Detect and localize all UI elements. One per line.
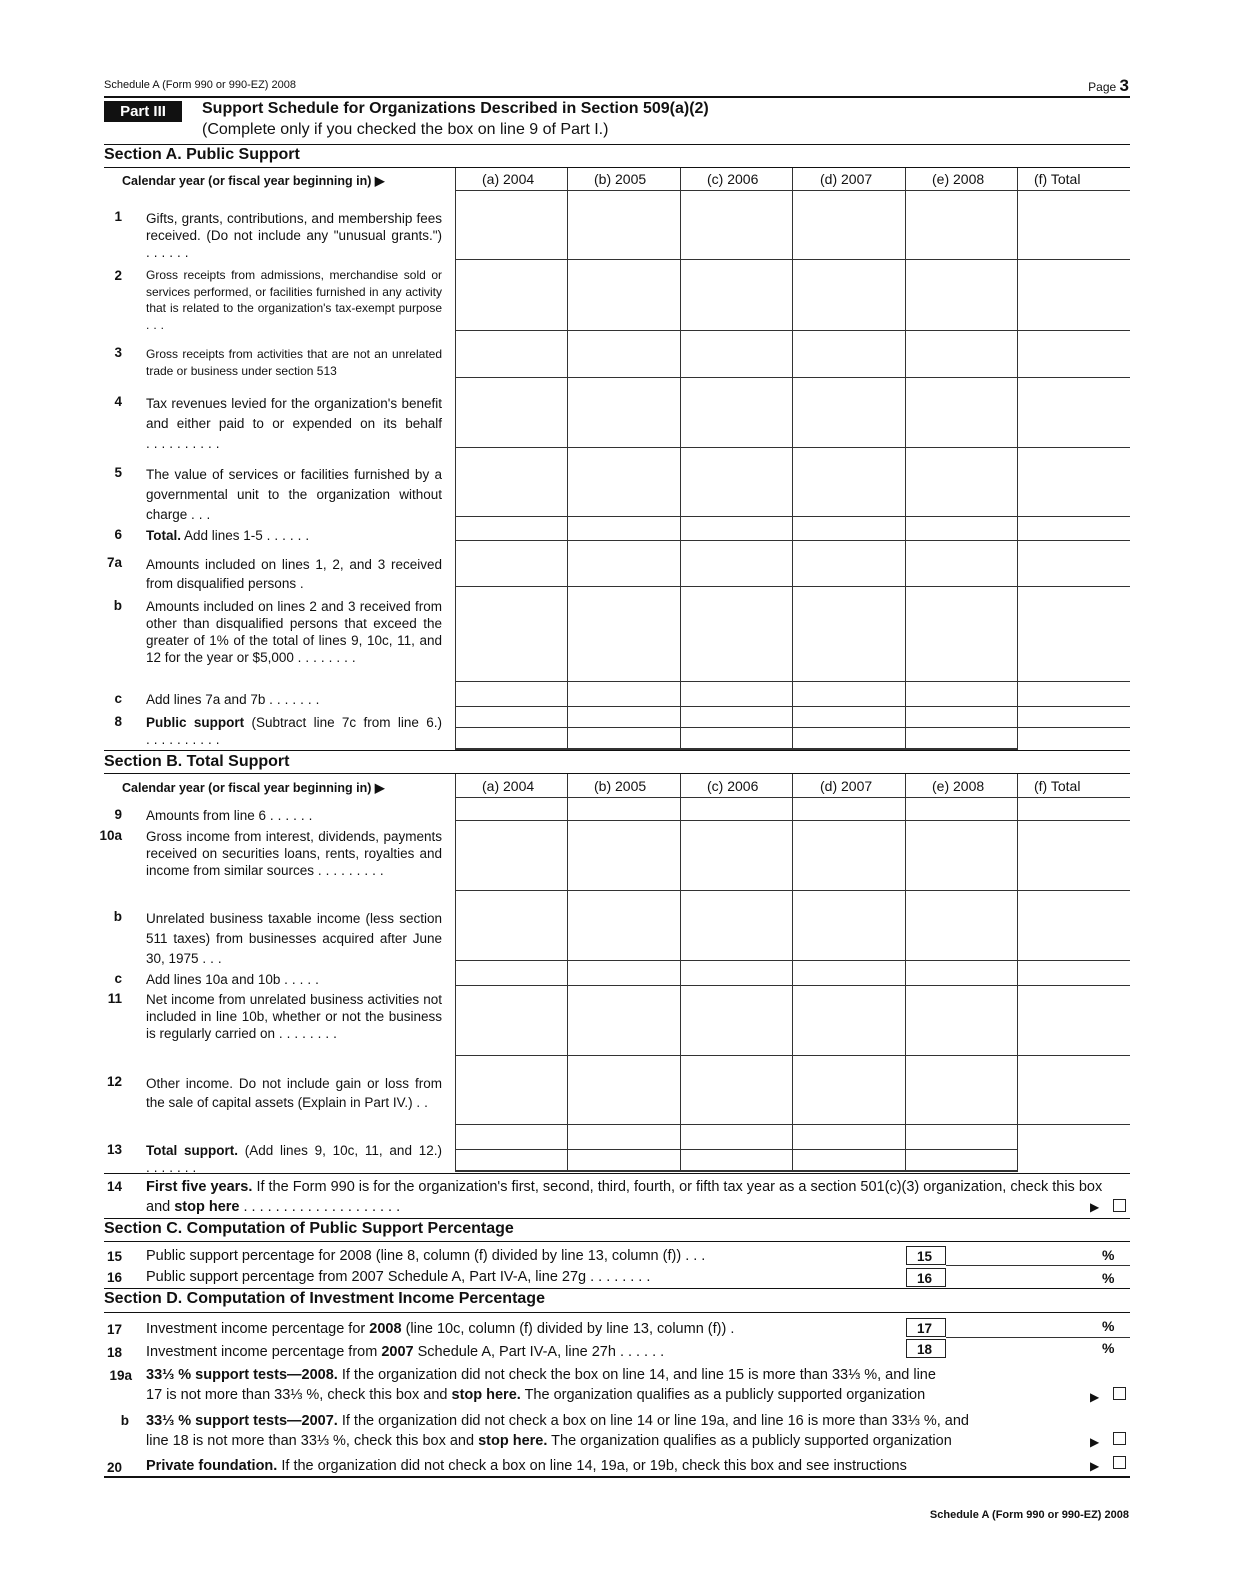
rule — [104, 750, 1130, 751]
grid-line — [905, 774, 906, 1172]
col-a-header-b: (a) 2004 — [482, 778, 535, 794]
line-17-label: (line 10c, column (f) divided by line 13, column (f)) — [405, 1321, 727, 1337]
rule — [456, 727, 1130, 728]
line-2-num: 2 — [114, 268, 122, 283]
line-10a-num: 10a — [99, 828, 122, 843]
col-f-header: (f) Total — [1034, 171, 1081, 187]
arrow-icon: ▶ — [1090, 1200, 1100, 1214]
leader-dots: ...... — [269, 808, 317, 823]
line-8-label: (Subtract line 7c from line 6.) — [251, 715, 442, 730]
section-a-title: Section A. Public Support — [104, 146, 300, 163]
rule — [456, 820, 1130, 821]
line-7b-label: Amounts included on lines 2 and 3 received from other than disqualified persons that exceed the greater of 1% of the total of lines 9, 10c, 11, and 12 for the year or $5,000 — [146, 599, 442, 665]
leader-dots: ...... — [619, 1344, 669, 1360]
line-15-input[interactable] — [946, 1246, 1096, 1265]
line-9-text — [146, 807, 442, 824]
col-a-header: (a) 2004 — [482, 171, 535, 187]
leader-dots: ... — [685, 1248, 710, 1264]
part-label: Part III — [104, 101, 182, 122]
line-19b-checkbox[interactable] — [1113, 1432, 1126, 1445]
line-17-pct: % — [1102, 1318, 1115, 1334]
line-20-checkbox[interactable] — [1113, 1456, 1126, 1469]
leader-dots: ....... — [146, 1160, 201, 1175]
section-d-title: Section D. Computation of Investment Income Percentage — [104, 1290, 545, 1307]
leader-dots: ......... — [317, 863, 388, 878]
arrow-icon: ▶ — [1090, 1390, 1100, 1404]
line-10a-label: Gross income from interest, dividends, payments received on securities loans, rents, royalties and income from similar sources — [146, 829, 442, 878]
line-1-text — [146, 210, 442, 261]
calendar-year-label-b: Calendar year (or fiscal year beginning in) ▶ — [122, 781, 385, 795]
leader-dots: ... — [191, 507, 215, 522]
rule — [946, 1265, 1130, 1266]
rule — [104, 1218, 1130, 1219]
line-2-label: Gross receipts from admissions, merchandise sold or services performed, or facilities furnished in any activity that is related to the organization's tax-exempt purpose — [146, 268, 442, 315]
col-e-header: (e) 2008 — [932, 171, 985, 187]
grid-line — [792, 168, 793, 750]
line-7b-text — [146, 598, 442, 666]
line-8-num: 8 — [114, 714, 122, 729]
line-14-stop: stop here — [174, 1199, 240, 1215]
line-6-num: 6 — [114, 527, 122, 542]
leader-dots: .. — [416, 1095, 432, 1110]
line-6-text — [146, 527, 442, 544]
leader-dots: ... — [202, 951, 226, 966]
line-7a-label: Amounts included on lines 1, 2, and 3 received from disqualified persons — [146, 557, 442, 591]
line-16-text — [146, 1267, 654, 1287]
line-3-text: Gross receipts from activities that are not an unrelated trade or business under section 513 — [146, 347, 442, 378]
rule — [456, 516, 1130, 517]
line-9-num: 9 — [114, 807, 122, 822]
form-name: Schedule A (Form 990 or 990-EZ) 2008 — [104, 79, 296, 91]
grid-line — [680, 168, 681, 750]
rule — [104, 1288, 1130, 1289]
line-19b-text — [146, 1411, 1106, 1451]
line-19b-num: b — [120, 1413, 129, 1428]
leader-dots: ...... — [146, 245, 193, 260]
page-num-value: 3 — [1119, 76, 1129, 95]
line-15-pct: % — [1102, 1247, 1115, 1263]
line-11-text — [146, 991, 442, 1042]
line-1-label: Gifts, grants, contributions, and membership fees received. (Do not include any "unusual grants.") — [146, 211, 442, 243]
page-number — [1088, 76, 1129, 96]
line-2-text — [146, 267, 442, 333]
line-19a-checkbox[interactable] — [1113, 1387, 1126, 1400]
col-d-header-b: (d) 2007 — [820, 778, 873, 794]
leader-dots: .......... — [146, 436, 224, 451]
arrow-icon: ▶ — [1090, 1435, 1100, 1449]
grid-line — [567, 168, 568, 750]
line-7a-num: 7a — [106, 555, 122, 570]
grid-line — [455, 774, 456, 1172]
leader-dots: . — [730, 1321, 739, 1337]
line-11-label: Net income from unrelated business activities not included in line 10b, whether or not the business is regularly carried on — [146, 992, 442, 1041]
rule — [104, 1312, 1130, 1313]
rule — [104, 167, 1130, 168]
line-19b-row1 — [146, 1411, 1106, 1431]
line-19b-stop: stop here. — [478, 1433, 548, 1449]
line-3-num: 3 — [114, 345, 122, 360]
leader-dots: ..... — [284, 972, 323, 987]
leader-dots: ...... — [266, 528, 314, 543]
leader-dots: ... — [146, 317, 169, 332]
rule — [456, 330, 1130, 331]
line-11-num: 11 — [107, 991, 122, 1006]
line-8-bold: Public support — [146, 715, 245, 730]
rule — [456, 1170, 1017, 1172]
line-4-label: Tax revenues levied for the organization's benefit and either paid to or expended on its behalf — [146, 396, 442, 431]
line-16-num: 16 — [106, 1270, 122, 1285]
line-7b-num: b — [113, 598, 122, 613]
line-17-pre: Investment income percentage for — [146, 1321, 366, 1337]
line-15-text — [146, 1246, 709, 1266]
rule — [456, 890, 1130, 891]
line-19a-text2a: 17 is not more than 33⅓ %, check this box and — [146, 1387, 448, 1403]
grid-line — [905, 168, 906, 750]
line-20-num: 20 — [106, 1460, 122, 1475]
line-18-year: 2007 — [381, 1344, 414, 1360]
line-18-pct: % — [1102, 1340, 1115, 1356]
line-14-text — [146, 1177, 1106, 1217]
rule — [456, 960, 1130, 961]
line-16-pct: % — [1102, 1270, 1115, 1286]
col-b-header-b: (b) 2005 — [594, 778, 647, 794]
grid-line — [455, 168, 456, 750]
line-19b-text2a: line 18 is not more than 33⅓ %, check this box and — [146, 1433, 475, 1449]
line-13-num: 13 — [106, 1142, 122, 1157]
rule — [456, 1124, 1130, 1125]
leader-dots: ........ — [590, 1269, 655, 1285]
rule — [456, 447, 1130, 448]
line-15-label: Public support percentage for 2008 (line 8, column (f) divided by line 13, column (f)) — [146, 1248, 682, 1264]
line-7c-text — [146, 691, 442, 708]
grid-line — [1017, 774, 1018, 1172]
col-f-header-b: (f) Total — [1034, 778, 1081, 794]
line-8-text — [146, 714, 442, 748]
line-18-input[interactable] — [946, 1339, 1096, 1358]
line-16-label: Public support percentage from 2007 Schedule A, Part IV-A, line 27g — [146, 1269, 587, 1285]
footer: Schedule A (Form 990 or 990-EZ) 2008 — [929, 1509, 1129, 1521]
rule — [104, 1241, 1130, 1242]
line-9-label: Amounts from line 6 — [146, 808, 267, 823]
line-18-text — [146, 1342, 668, 1362]
line-19a-text — [146, 1365, 1106, 1405]
grid-line — [567, 774, 568, 1172]
col-c-header-b: (c) 2006 — [707, 778, 759, 794]
line-19a-text2b: The organization qualifies as a publicly supported organization — [524, 1387, 926, 1403]
line-10c-text — [146, 971, 442, 988]
line-4-num: 4 — [114, 394, 122, 409]
line-18-label: Schedule A, Part IV-A, line 27h — [417, 1344, 616, 1360]
section-c-title: Section C. Computation of Public Support Percentage — [104, 1220, 514, 1237]
line-17-box: 17 — [906, 1318, 946, 1337]
part-subtitle: (Complete only if you checked the box on line 9 of Part I.) — [202, 121, 609, 138]
line-10b-num: b — [113, 909, 122, 924]
line-10c-label: Add lines 10a and 10b — [146, 972, 281, 987]
rule — [456, 1149, 1017, 1150]
line-19b-bold: 33⅓ % support tests—2007. — [146, 1413, 338, 1429]
line-12-num: 12 — [106, 1074, 122, 1089]
line-10b-text — [146, 909, 442, 969]
line-5-text — [146, 465, 442, 525]
rule — [456, 190, 1130, 191]
line-10c-num: c — [114, 971, 122, 986]
section-b-title: Section B. Total Support — [104, 753, 290, 770]
line-14-checkbox[interactable] — [1113, 1199, 1126, 1212]
line-1-num: 1 — [114, 209, 122, 224]
line-14-label: If the Form 990 is for the organization's first, second, third, fourth, or fifth tax year as a section 501(c)(3) organization, check this box and — [146, 1179, 1103, 1215]
line-18-box: 18 — [906, 1339, 946, 1358]
line-17-input[interactable] — [946, 1318, 1096, 1337]
grid-line — [792, 774, 793, 1172]
line-19a-num: 19a — [109, 1368, 132, 1383]
line-19b-text1: If the organization did not check a box on line 14 or line 19a, and line 16 is more than 33⅓ %, and — [341, 1413, 969, 1429]
rule — [456, 1055, 1130, 1056]
line-13-text — [146, 1142, 442, 1176]
grid-line — [1017, 168, 1018, 750]
calendar-year-label: Calendar year (or fiscal year beginning in) ▶ — [122, 174, 385, 188]
line-5-label: The value of services or facilities furnished by a governmental unit to the organization without charge — [146, 467, 442, 522]
top-rule — [104, 96, 1130, 98]
col-d-header: (d) 2007 — [820, 171, 873, 187]
leader-dots: .......... — [146, 732, 224, 747]
line-6-bold: Total. — [146, 528, 181, 543]
line-13-bold: Total support. — [146, 1143, 239, 1158]
line-19a-row1 — [146, 1365, 1106, 1385]
col-b-header: (b) 2005 — [594, 171, 647, 187]
line-14-bold: First five years. — [146, 1179, 253, 1195]
leader-dots: . — [299, 576, 308, 591]
rule — [456, 540, 1130, 541]
page-label: Page — [1088, 80, 1117, 94]
line-17-text — [146, 1319, 738, 1339]
line-7c-label: Add lines 7a and 7b — [146, 692, 266, 707]
line-4-text — [146, 394, 442, 454]
line-6-label: Add lines 1-5 — [184, 528, 263, 543]
line-15-num: 15 — [106, 1249, 122, 1264]
line-15-box: 15 — [906, 1246, 946, 1265]
line-19a-stop: stop here. — [451, 1387, 521, 1403]
leader-dots: ....... — [269, 692, 324, 707]
grid-line — [680, 774, 681, 1172]
rule — [104, 773, 1130, 774]
line-16-box: 16 — [906, 1268, 946, 1287]
rule — [456, 377, 1130, 378]
rule — [104, 1476, 1130, 1478]
line-19a-row2 — [146, 1385, 1106, 1405]
col-c-header: (c) 2006 — [707, 171, 759, 187]
line-18-num: 18 — [106, 1345, 122, 1360]
line-12-label: Other income. Do not include gain or loss from the sale of capital assets (Explain in Part IV.) — [146, 1076, 442, 1110]
line-19a-text1: If the organization did not check the box on line 14, and line 15 is more than 33⅓ %, and line — [341, 1367, 936, 1383]
line-20-bold: Private foundation. — [146, 1458, 278, 1474]
line-7a-text — [146, 555, 442, 593]
rule — [456, 985, 1130, 986]
leader-dots: ........ — [297, 650, 360, 665]
line-7c-num: c — [114, 691, 122, 706]
line-20-text — [146, 1456, 1106, 1476]
arrow-icon: ▶ — [1090, 1459, 1100, 1473]
line-19b-row2 — [146, 1431, 1106, 1451]
rule — [456, 706, 1130, 707]
line-14-num: 14 — [106, 1179, 122, 1194]
col-e-header-b: (e) 2008 — [932, 778, 985, 794]
line-10b-label: Unrelated business taxable income (less section 511 taxes) from businesses acquired after June 30, 1975 — [146, 911, 442, 966]
line-18-pre: Investment income percentage from — [146, 1344, 378, 1360]
rule — [456, 586, 1130, 587]
line-12-text — [146, 1074, 442, 1112]
line-19a-bold: 33⅓ % support tests—2008. — [146, 1367, 338, 1383]
rule — [946, 1337, 1130, 1338]
part-title: Support Schedule for Organizations Described in Section 509(a)(2) — [202, 100, 709, 117]
line-20-label: If the organization did not check a box on line 14, 19a, or 19b, check this box and see instructions — [281, 1458, 907, 1474]
rule — [456, 259, 1130, 260]
line-10a-text — [146, 828, 442, 879]
line-16-input[interactable] — [946, 1268, 1096, 1287]
line-13-label: (Add lines 9, 10c, 11, and 12.) — [244, 1143, 442, 1158]
line-19b-text2b: The organization qualifies as a publicly supported organization — [551, 1433, 952, 1449]
rule — [456, 681, 1130, 682]
line-5-num: 5 — [114, 465, 122, 480]
line-17-num: 17 — [106, 1322, 122, 1337]
rule — [104, 144, 1130, 145]
rule — [456, 797, 1130, 798]
line-17-year: 2008 — [369, 1321, 402, 1337]
leader-dots: .................... — [243, 1199, 405, 1215]
leader-dots: ........ — [278, 1026, 341, 1041]
